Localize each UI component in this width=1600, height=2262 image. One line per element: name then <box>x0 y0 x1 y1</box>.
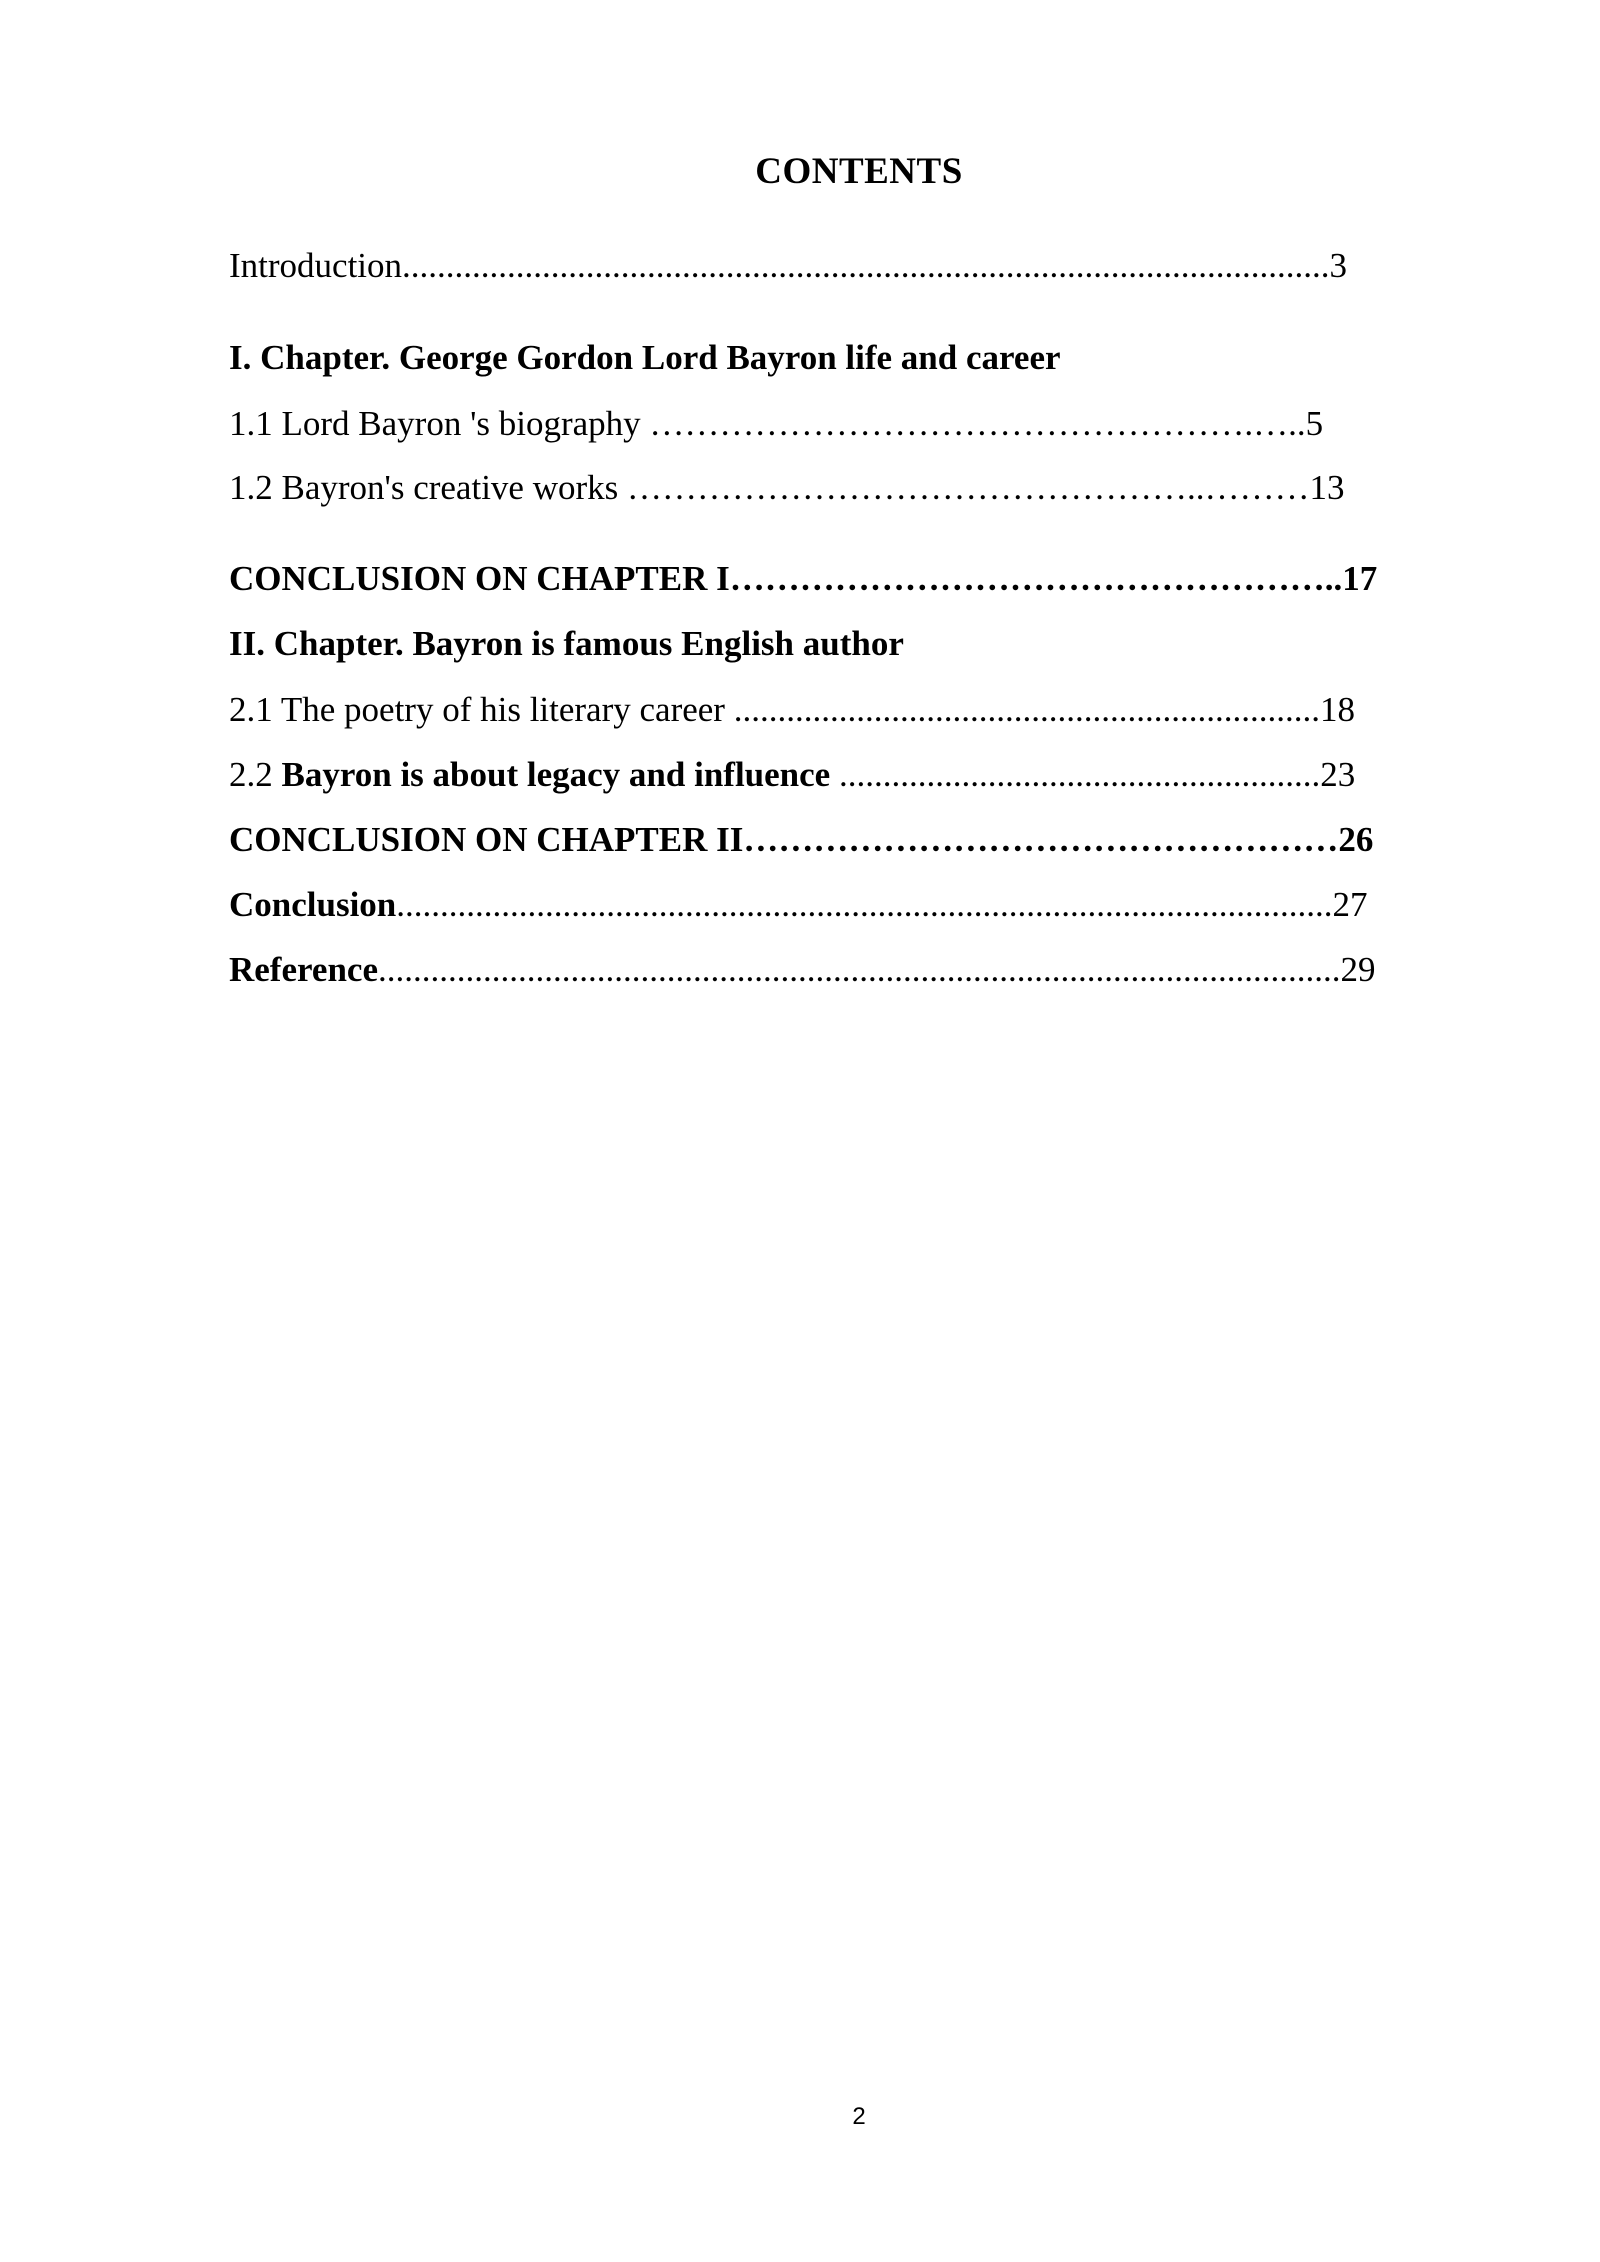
toc-entry-leader: …………………………………………….….. <box>649 404 1306 443</box>
toc-entry-page: 27 <box>1332 885 1368 924</box>
toc-entry-page: 13 <box>1309 468 1345 507</box>
toc-entry-leader: …………………………………………..……… <box>627 468 1310 507</box>
toc-entry-page: 26 <box>1338 820 1374 859</box>
toc-entry-number: 2.2 <box>229 755 282 794</box>
toc-entry-leader: .............................................................................................................. <box>377 950 1341 989</box>
toc-entry-2-1 <box>229 688 1355 732</box>
toc-entry-leader: ........................................................................................................... <box>396 885 1333 924</box>
page-number: 2 <box>852 2103 866 2130</box>
toc-entry-conclusion-chapter-2 <box>229 818 1373 862</box>
toc-entry-label: 1.2 Bayron's creative works <box>229 468 628 507</box>
toc-entry-page: 18 <box>1319 690 1355 729</box>
toc-entry-1-1 <box>229 402 1323 446</box>
toc-entry-leader: ................................................................... <box>733 690 1320 729</box>
toc-entry-reference <box>229 948 1375 992</box>
toc-entry-label: CONCLUSION ON CHAPTER II <box>229 820 744 859</box>
toc-entry-page: 23 <box>1320 755 1356 794</box>
toc-entry-leader: …………………………………………… <box>743 820 1339 859</box>
toc-entry-label: Reference <box>229 950 378 989</box>
toc-entry-introduction <box>229 244 1347 288</box>
toc-entry-leader: ....................................................... <box>830 755 1321 794</box>
toc-entry-leader: …………………………………………….. <box>729 559 1343 598</box>
toc-chapter-heading-1: I. Chapter. George Gordon Lord Bayron life and career <box>229 338 1061 377</box>
toc-entry-label: Bayron is about legacy and influence <box>281 755 831 794</box>
toc-entry-2-2 <box>229 753 1355 797</box>
toc-entry-conclusion-chapter-1 <box>229 557 1377 601</box>
toc-entry-label: Conclusion <box>229 885 397 924</box>
toc-entry-page: 3 <box>1329 246 1348 285</box>
toc-chapter-heading-2: II. Chapter. Bayron is famous English author <box>229 624 904 663</box>
toc-entry-label: Introduction <box>229 246 403 285</box>
toc-entry-conclusion <box>229 883 1368 927</box>
toc-entry-page: 29 <box>1340 950 1376 989</box>
toc-entry-page: 5 <box>1305 404 1324 443</box>
toc-entry-page: 17 <box>1342 559 1378 598</box>
page-title: CONTENTS <box>755 151 963 192</box>
toc-entry-1-2 <box>229 466 1345 510</box>
toc-entry-label: 2.1 The poetry of his literary career <box>229 690 734 729</box>
toc-entry-leader: .......................................................................................................... <box>402 246 1330 285</box>
toc-entry-label: 1.1 Lord Bayron 's biography <box>229 404 650 443</box>
toc-entry-label: CONCLUSION ON CHAPTER I <box>229 559 730 598</box>
